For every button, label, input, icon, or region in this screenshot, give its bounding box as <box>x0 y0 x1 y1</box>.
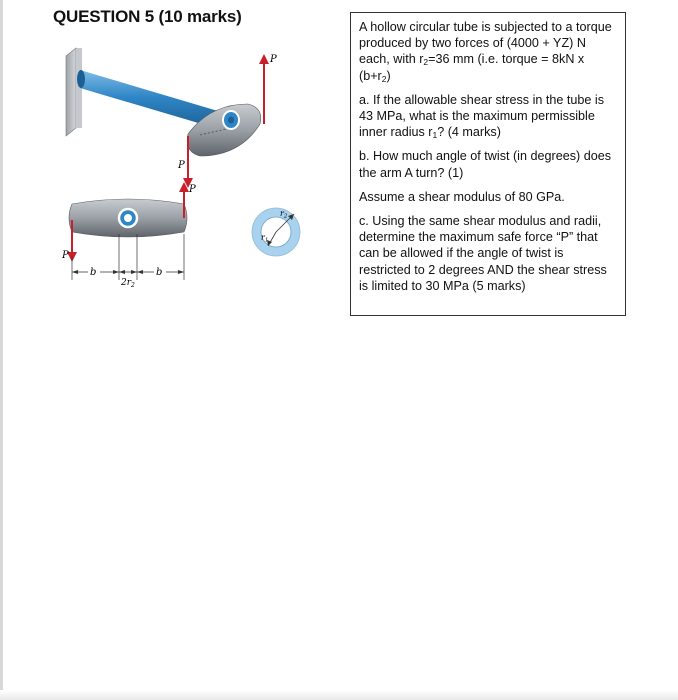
dimension-b-right: b <box>156 267 163 278</box>
fixed-wall <box>66 48 82 136</box>
part-b: b. How much angle of twist (in degrees) does the arm A turn? (1) <box>359 149 611 180</box>
r2-label: r2 <box>280 209 288 220</box>
tube-cross-section <box>252 208 300 256</box>
dimension-b-left: b <box>90 267 97 278</box>
force-arrow-up-3d <box>259 54 269 124</box>
assume-shear-modulus: Assume a shear modulus of 80 GPa. <box>359 189 565 204</box>
part-a: a. If the allowable shear stress in the tube is 43 MPa, what is the maximum permissible inner radius $r_1$? (4 marks) <box>359 92 605 141</box>
dimension-2r2: $2r_2$ <box>121 278 135 289</box>
question-text-box <box>350 12 626 316</box>
force-label: P <box>270 54 277 65</box>
page-edge <box>0 0 3 700</box>
page-bottom-edge <box>0 690 678 700</box>
force-label: P <box>178 160 185 171</box>
part-c: c. Using the same shear modulus and radii, determine the maximum safe force “P” that can be allowed if the angle of twist is restricted to 2 degrees AND the shear stress is limited to 30 MPa (5 marks) <box>359 214 607 293</box>
torque-figure <box>50 44 310 304</box>
force-label: P <box>62 250 69 261</box>
force-label: P <box>189 184 196 195</box>
intro-paragraph: A hollow circular tube is subjected to a torque produced by two forces of (4000 + YZ) N each, with $r_2=36$ mm (i.e. torque = 8kN x $(b+r_2)$ <box>359 20 612 84</box>
r1-label: r1 <box>261 233 269 244</box>
arm-front-view <box>69 199 187 237</box>
question-title: QUESTION 5 (10 marks) <box>53 7 242 26</box>
